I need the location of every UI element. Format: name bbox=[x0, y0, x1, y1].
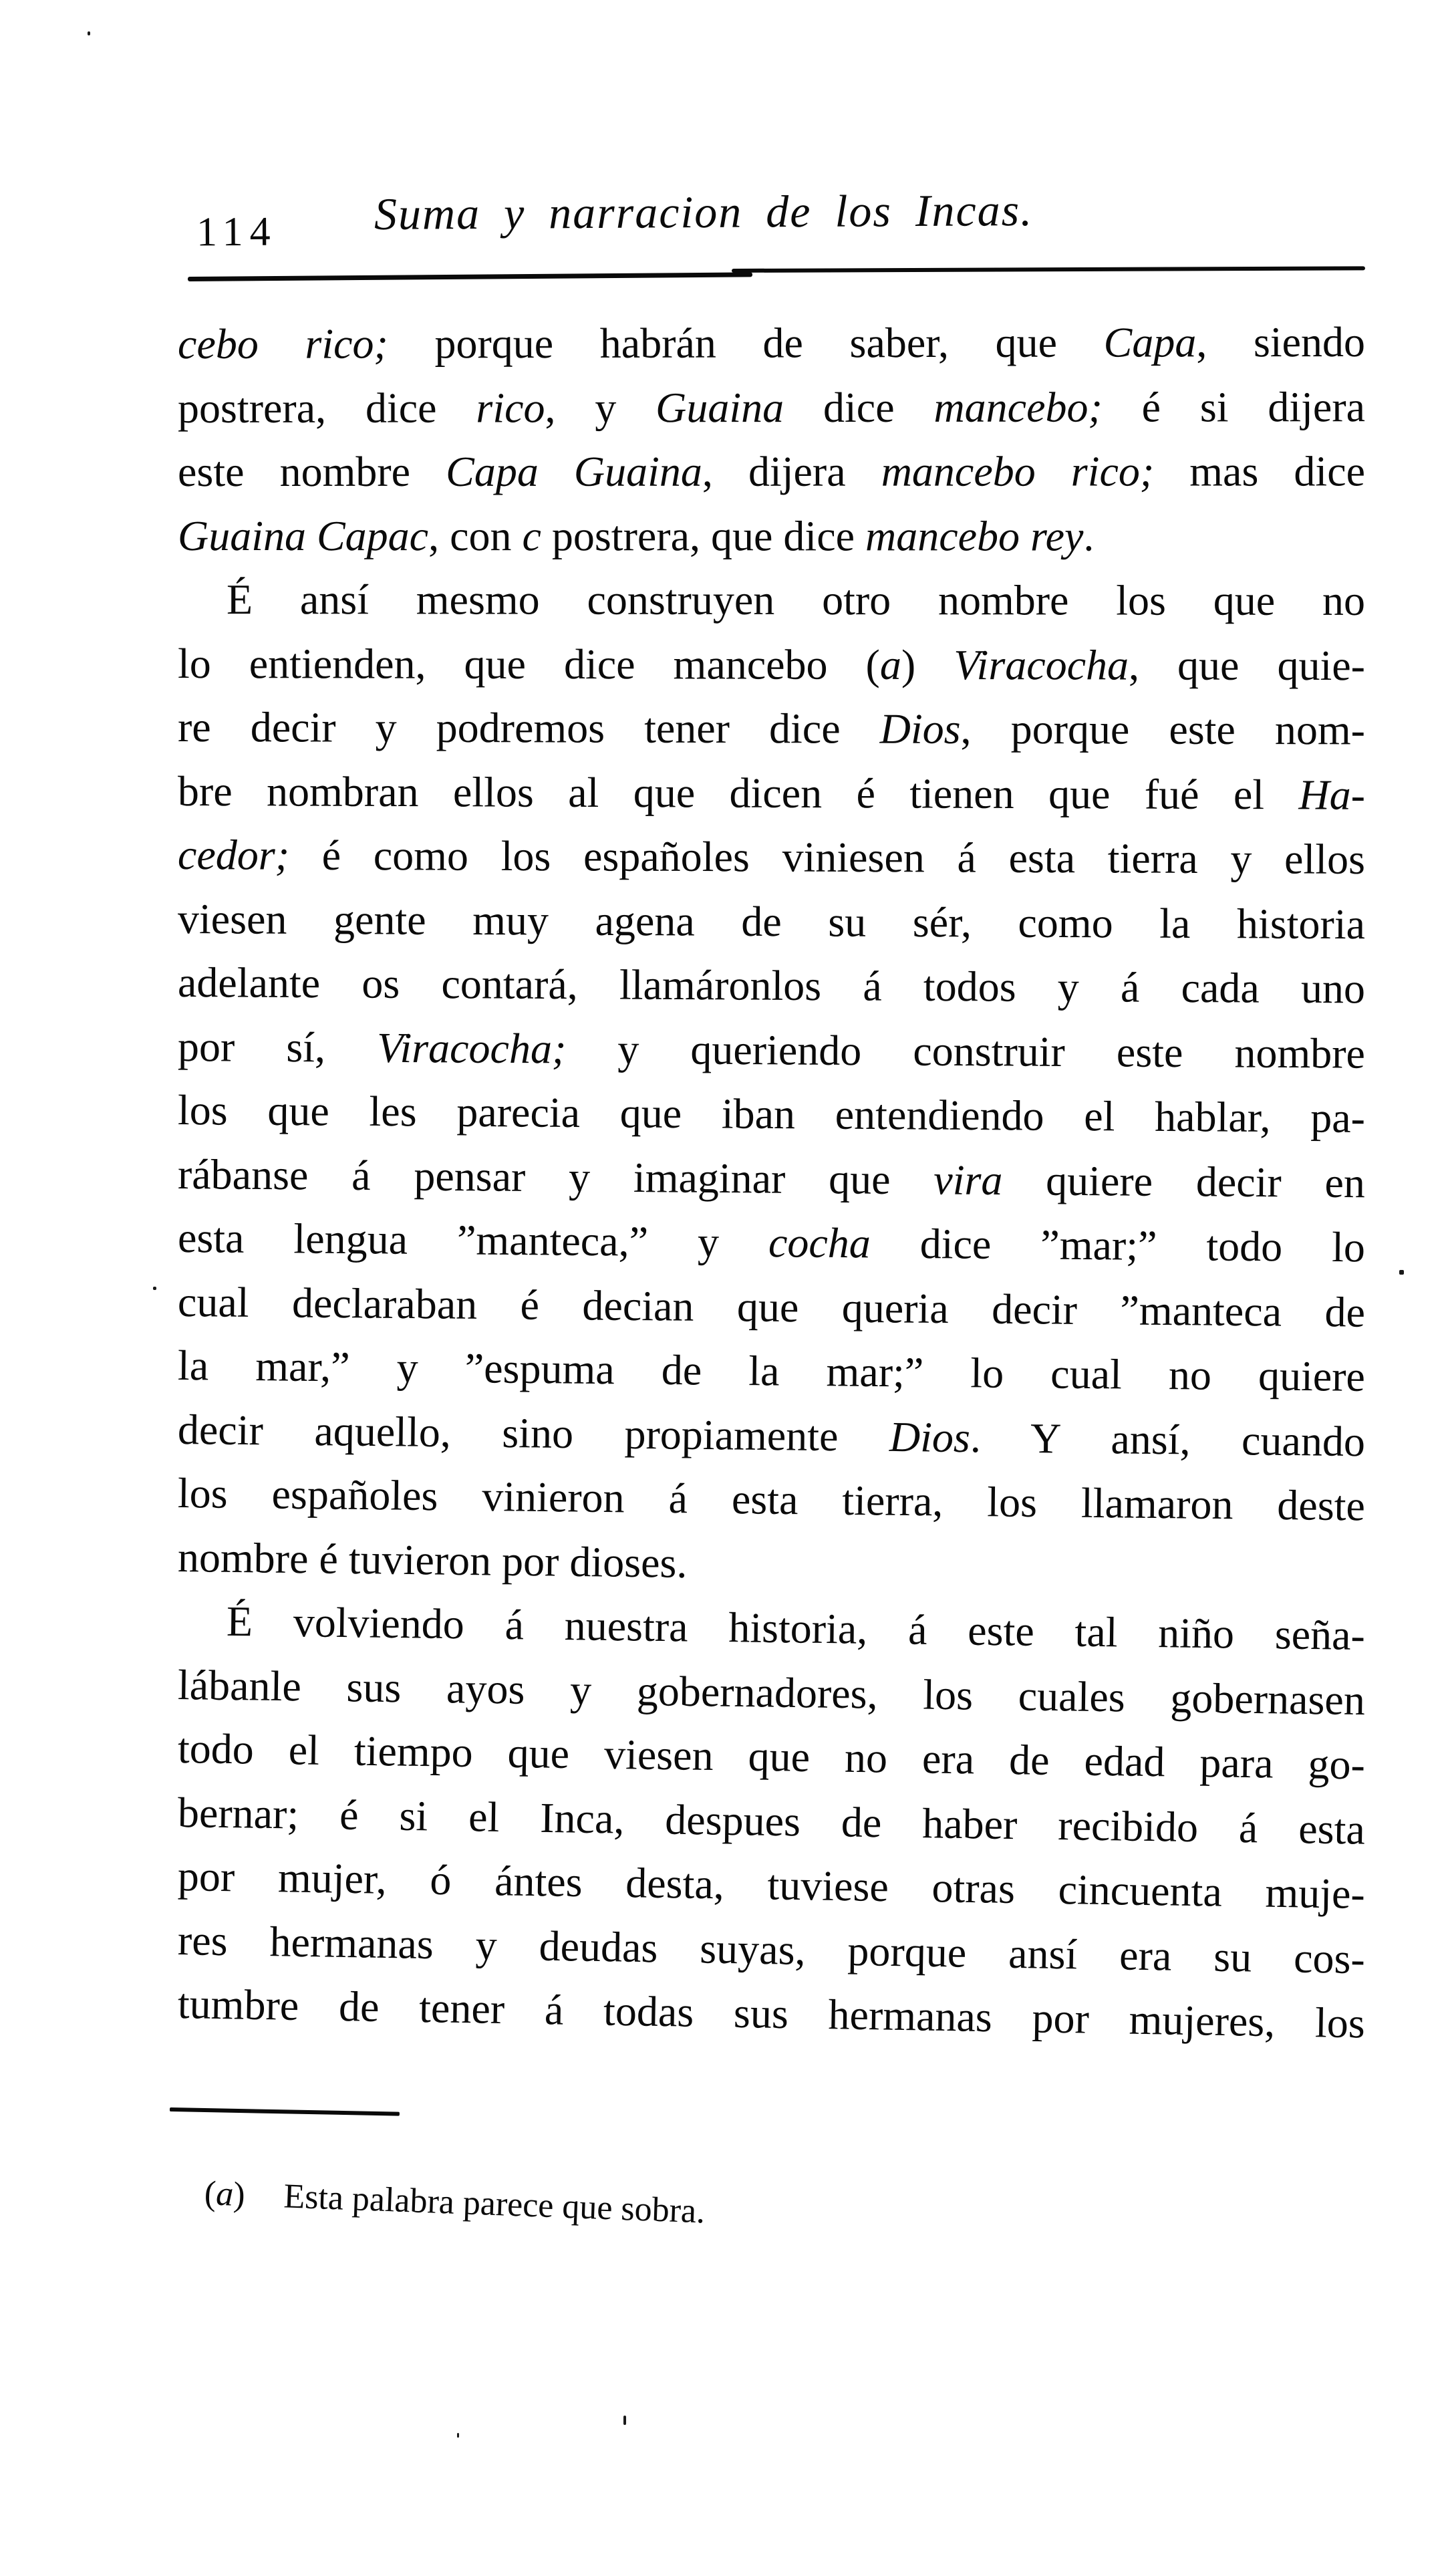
italic-text-segment: mancebo rey bbox=[865, 511, 1084, 559]
footnote-text: Esta palabra parece que sobra. bbox=[283, 2177, 706, 2231]
header-rule bbox=[732, 266, 1365, 273]
text-segment: postrera, dice bbox=[177, 384, 476, 432]
text-segment: cual declaraban é decian que queria decir ”manteca de bbox=[177, 1277, 1366, 1336]
ink-speck bbox=[88, 31, 90, 35]
text-segment: . bbox=[1083, 511, 1095, 560]
text-segment: adelante os contará, llamáronlos á todos y á cada uno bbox=[177, 958, 1366, 1013]
text-line bbox=[178, 823, 1365, 891]
italic-text-segment: vira bbox=[933, 1155, 1003, 1204]
italic-text-segment: c bbox=[522, 511, 541, 559]
text-line bbox=[178, 1206, 1366, 1279]
italic-text-segment: cedor; bbox=[177, 831, 290, 879]
text-segment: dice bbox=[784, 383, 934, 431]
text-segment: É volviendo á nuestra historia, á este tal niño seña- bbox=[226, 1597, 1366, 1659]
text-segment: y queriendo construir este nombre bbox=[566, 1024, 1366, 1077]
text-line bbox=[178, 310, 1365, 376]
text-segment: re decir y podremos tener dice bbox=[177, 703, 880, 753]
text-segment: por sí, bbox=[177, 1022, 378, 1071]
text-line bbox=[178, 1398, 1366, 1474]
text-segment: rábanse á pensar y imaginar que bbox=[177, 1150, 934, 1203]
text-segment: este nombre bbox=[177, 447, 446, 495]
text-segment: É ansí mesmo construyen otro nombre los que no bbox=[226, 575, 1366, 624]
text-segment: ) bbox=[901, 640, 954, 688]
ink-speck bbox=[623, 2416, 626, 2425]
text-segment: quiere decir en bbox=[1002, 1156, 1366, 1206]
text-segment: los que les parecia que iban entendiendo el hablar, pa- bbox=[177, 1086, 1366, 1142]
text-line bbox=[178, 632, 1365, 698]
ink-speck bbox=[1399, 1270, 1404, 1275]
text-line bbox=[178, 1078, 1366, 1150]
text-segment: é si dijera bbox=[1102, 382, 1366, 431]
italic-text-segment: Dios bbox=[879, 704, 961, 753]
italic-text-segment: Guaina Capac bbox=[177, 511, 429, 559]
text-segment: decir aquello, sino propiamente bbox=[177, 1405, 890, 1460]
body-text bbox=[177, 312, 1366, 2047]
page-number: 114 bbox=[196, 209, 277, 255]
text-line bbox=[178, 759, 1365, 827]
text-line bbox=[178, 567, 1365, 632]
text-line bbox=[178, 375, 1365, 440]
italic-text-segment: mancebo rico; bbox=[881, 447, 1155, 495]
italic-text-segment: a bbox=[215, 2174, 235, 2214]
text-segment: todo el tiempo que viesen que no era de edad para go- bbox=[177, 1724, 1366, 1789]
text-segment: postrera, que dice bbox=[541, 511, 866, 559]
text-segment: mas dice bbox=[1154, 447, 1366, 495]
text-segment: res hermanas y deudas suyas, porque ansí era su cos- bbox=[177, 1916, 1366, 1982]
text-segment: . Y ansí, cuando bbox=[970, 1413, 1366, 1465]
text-segment: dice ”mar;” todo lo bbox=[870, 1219, 1366, 1271]
italic-text-segment: Capa Guaina bbox=[446, 447, 702, 495]
text-segment: , que quie- bbox=[1129, 641, 1366, 689]
text-line bbox=[178, 1333, 1366, 1408]
italic-text-segment: cebo rico; bbox=[177, 319, 388, 368]
footnote-rule bbox=[170, 2107, 400, 2116]
text-segment: nombre é tuvieron por dioses. bbox=[177, 1533, 688, 1587]
italic-text-segment: mancebo; bbox=[933, 383, 1103, 431]
text-segment: porque habrán de saber, que bbox=[388, 318, 1104, 368]
text-line bbox=[178, 1142, 1366, 1215]
text-segment: , y bbox=[545, 383, 656, 431]
text-segment: é como los españoles viniesen á esta tierra y ellos bbox=[289, 831, 1366, 883]
footnote-marker bbox=[204, 2174, 246, 2214]
header-rule bbox=[188, 272, 752, 281]
text-segment: ) bbox=[233, 2175, 246, 2214]
text-line bbox=[178, 1270, 1366, 1344]
italic-text-segment: Dios bbox=[889, 1412, 971, 1461]
text-segment: , con bbox=[428, 511, 523, 559]
ink-speck bbox=[457, 2433, 459, 2438]
text-segment: viesen gente muy agena de su sér, como la historia bbox=[177, 894, 1366, 948]
text-line bbox=[178, 439, 1365, 503]
text-segment: lo entienden, que dice mancebo ( bbox=[177, 639, 880, 688]
text-line bbox=[178, 504, 1365, 568]
text-segment: los españoles vinieron á esta tierra, los llamaron deste bbox=[177, 1469, 1366, 1530]
italic-text-segment: cocha bbox=[768, 1218, 871, 1267]
text-segment: la mar,” y ”espuma de la mar;” lo cual no quiere bbox=[177, 1341, 1366, 1400]
text-line bbox=[178, 887, 1365, 956]
italic-text-segment: rico bbox=[476, 383, 545, 432]
italic-text-segment: Viracocha; bbox=[376, 1023, 567, 1072]
italic-text-segment: a bbox=[879, 640, 901, 688]
running-head-title: Suma y narracion de los Incas. bbox=[374, 184, 1034, 239]
text-line bbox=[178, 950, 1365, 1021]
italic-text-segment: Viracocha bbox=[954, 640, 1129, 689]
text-segment: esta lengua ”manteca,” y bbox=[177, 1214, 769, 1267]
ink-speck bbox=[153, 1287, 156, 1290]
text-segment: ( bbox=[203, 2174, 217, 2213]
text-line bbox=[178, 1015, 1366, 1085]
text-line bbox=[177, 1461, 1365, 1538]
text-segment: , siendo bbox=[1196, 317, 1366, 366]
text-segment: bernar; é si el Inca, despues de haber recibido á esta bbox=[177, 1788, 1366, 1853]
text-segment: bre nombran ellos al que dicen é tienen que fué el bbox=[177, 767, 1299, 818]
text-segment: tumbre de tener á todas sus hermanas por mujeres, los bbox=[177, 1980, 1366, 2047]
text-segment: , dijera bbox=[702, 447, 881, 495]
text-segment: lábanle sus ayos y gobernadores, los cuales gobernasen bbox=[177, 1660, 1366, 1724]
italic-text-segment: Capa bbox=[1103, 318, 1197, 366]
text-segment: , porque este nom- bbox=[960, 704, 1366, 754]
text-segment: por mujer, ó ántes desta, tuviese otras cincuenta muje- bbox=[177, 1852, 1366, 1918]
footnote bbox=[204, 2174, 706, 2231]
italic-text-segment: Ha- bbox=[1298, 770, 1366, 819]
italic-text-segment: Guaina bbox=[656, 383, 784, 431]
text-line bbox=[178, 695, 1365, 762]
